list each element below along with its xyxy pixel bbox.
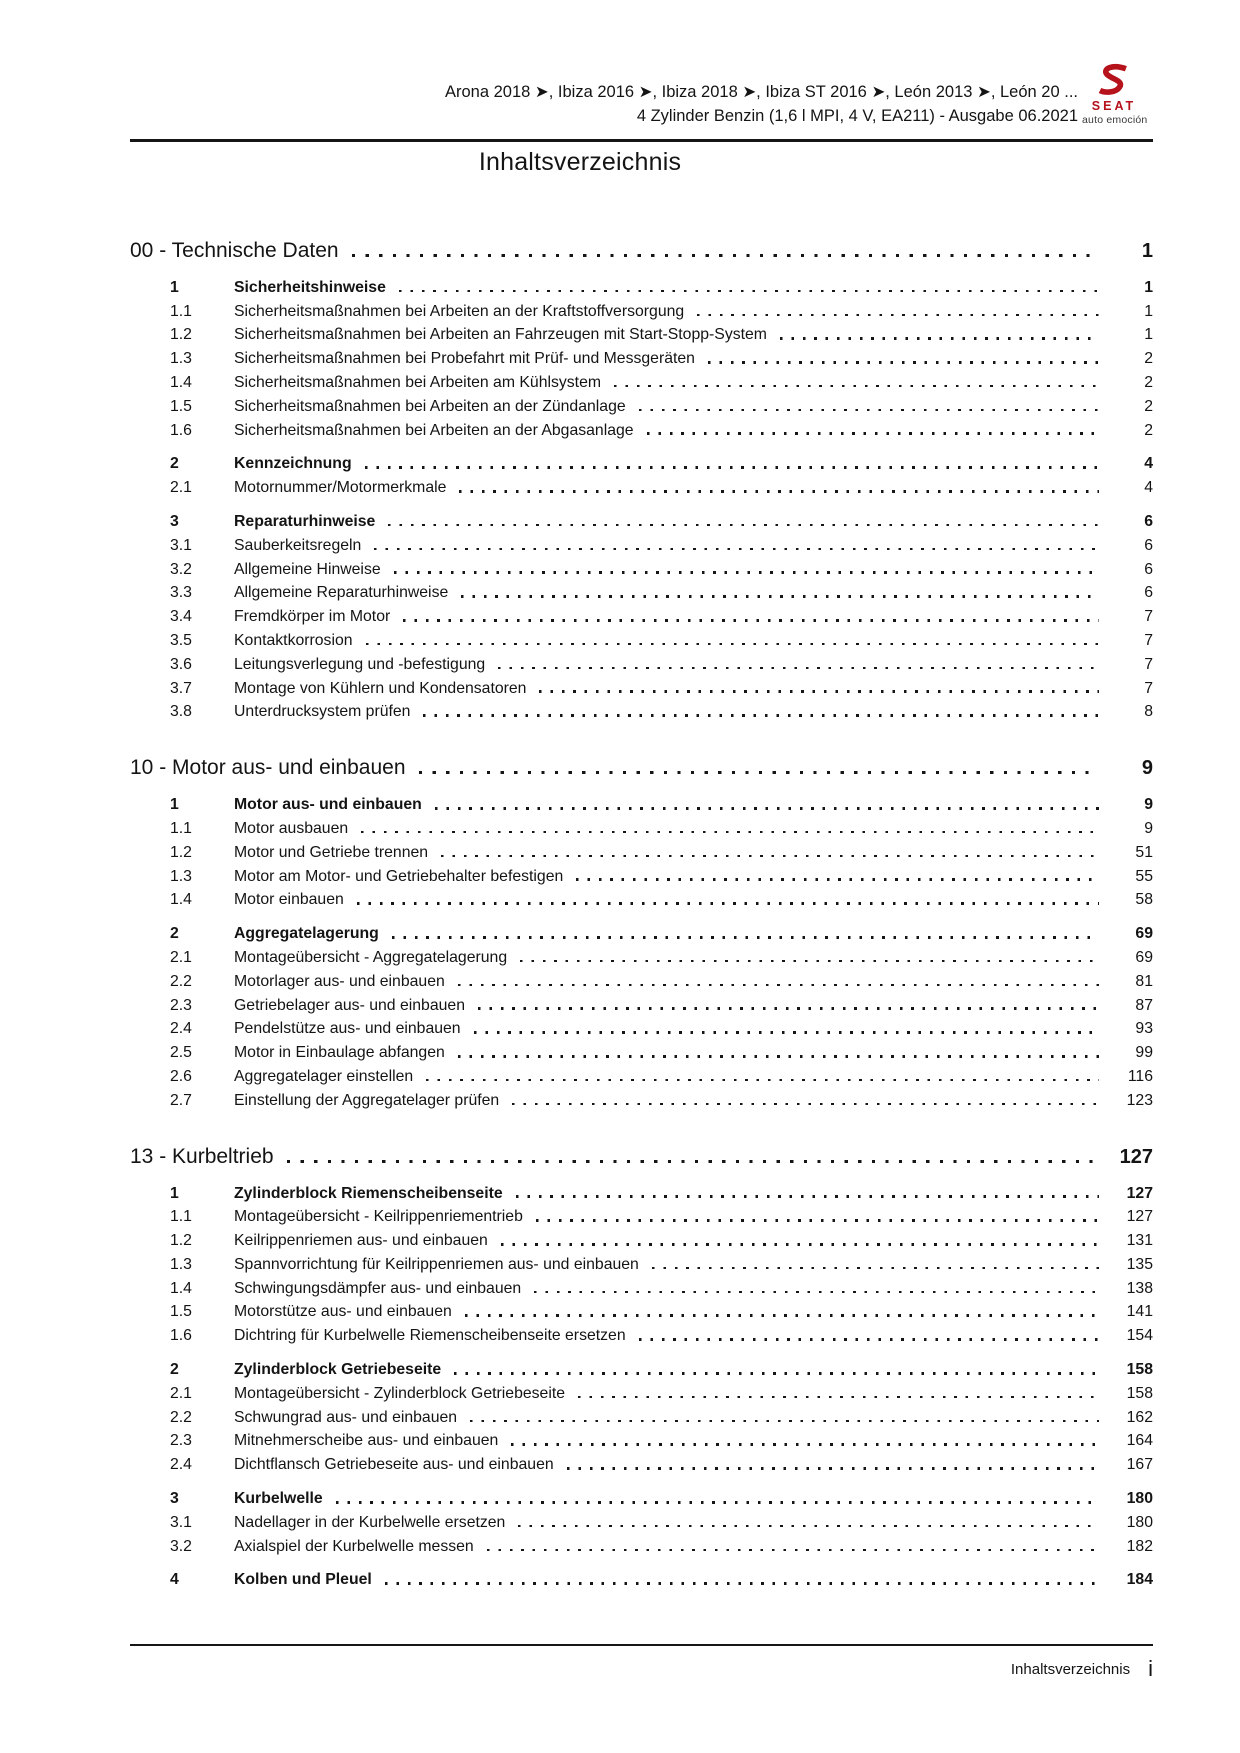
entry-title: Motorlager aus- und einbauen	[234, 972, 445, 990]
footer-page-number: i	[1148, 1656, 1153, 1681]
toc-entry-row	[130, 838, 1153, 862]
dot-leader	[478, 1007, 1099, 1010]
entry-number: 3.2	[170, 560, 192, 578]
entry-number: 2	[170, 1361, 179, 1379]
entry-number: 1	[170, 278, 179, 296]
entry-page-number: 2	[1144, 373, 1153, 391]
toc-entry-row	[130, 344, 1153, 368]
entry-title: Kontaktkorrosion	[234, 631, 353, 649]
toc-entry-row	[130, 416, 1153, 440]
toc-entry-row	[130, 1450, 1153, 1474]
toc-entry-row	[130, 650, 1153, 674]
entry-number: 1.1	[170, 1208, 192, 1226]
chapter-title: 13 - Kurbeltrieb	[130, 1144, 274, 1168]
toc-entry-row	[130, 1062, 1153, 1086]
entry-page-number: 1	[1144, 278, 1153, 296]
toc-entry-row	[130, 1508, 1153, 1532]
dot-leader	[567, 1467, 1099, 1470]
entry-title: Dichtring für Kurbelwelle Riemenscheibenseite ersetzen	[234, 1327, 626, 1345]
entry-title: Mitnehmerscheibe aus- und einbauen	[234, 1432, 499, 1450]
entry-title: Allgemeine Reparaturhinweise	[234, 584, 449, 602]
dot-leader	[512, 1103, 1099, 1106]
toc-entry-row	[130, 943, 1153, 967]
dot-leader	[465, 1314, 1099, 1317]
dot-leader	[357, 902, 1099, 905]
entry-page-number: 1	[1144, 326, 1153, 344]
dot-leader	[576, 878, 1099, 881]
entry-title: Schwungrad aus- und einbauen	[234, 1408, 458, 1426]
entry-page-number: 2	[1144, 421, 1153, 439]
dot-leader	[614, 385, 1099, 388]
entry-title: Motornummer/Motormerkmale	[234, 479, 447, 497]
dot-leader	[536, 1219, 1099, 1222]
entry-number: 1.2	[170, 326, 192, 344]
entry-number: 3	[170, 512, 179, 530]
entry-title: Getriebelager aus- und einbauen	[234, 996, 465, 1014]
entry-title: Kolben und Pleuel	[234, 1571, 372, 1589]
entry-title: Leitungsverlegung und -befestigung	[234, 655, 486, 673]
dot-leader	[458, 1055, 1099, 1058]
header-engine-info: 4 Zylinder Benzin (1,6 l MPI, 4 V, EA211) - Ausgabe 06.2021	[636, 107, 1078, 125]
entry-title: Unterdrucksystem prüfen	[234, 703, 411, 721]
seat-s-icon	[1082, 62, 1146, 98]
entry-title: Sicherheitsmaßnahmen bei Arbeiten an der Kraftstoffversorgung	[234, 302, 685, 320]
dot-leader	[403, 619, 1099, 622]
entry-number: 1.3	[170, 350, 192, 368]
entry-title: Zylinderblock Getriebeseite	[234, 1361, 442, 1379]
toc-entry-row	[130, 919, 1153, 943]
toc-entry-row	[130, 1427, 1153, 1451]
entry-page-number: 180	[1126, 1490, 1153, 1508]
header-vehicle-models: Arona 2018 ➤, Ibiza 2016 ➤, Ibiza 2018 ➤, Ibiza ST 2016 ➤, León 2013 ➤, León 20 ...	[445, 83, 1078, 101]
entry-title: Schwingungsdämpfer aus- und einbauen	[234, 1279, 522, 1297]
toc-entry-row	[130, 814, 1153, 838]
entry-title: Sicherheitsmaßnahmen bei Arbeiten an der Zündanlage	[234, 397, 626, 415]
entry-page-number: 69	[1135, 948, 1153, 966]
entry-title: Pendelstütze aus- und einbauen	[234, 1020, 461, 1038]
toc-entry-row	[130, 450, 1153, 474]
dot-leader	[435, 807, 1099, 810]
entry-title: Sicherheitsmaßnahmen bei Arbeiten am Kühlsystem	[234, 373, 602, 391]
toc-entry-row	[130, 273, 1153, 297]
toc-entry-row	[130, 1250, 1153, 1274]
entry-number: 2.6	[170, 1067, 192, 1085]
toc-entry-row	[130, 368, 1153, 392]
toc-chapter-row	[130, 230, 1153, 263]
toc-entry-row	[130, 1203, 1153, 1227]
dot-leader	[652, 1267, 1099, 1270]
footer-label: Inhaltsverzeichnis	[1010, 1661, 1131, 1678]
entry-number: 1.6	[170, 1327, 192, 1345]
dot-leader	[708, 361, 1099, 364]
entry-number: 1.2	[170, 1232, 192, 1250]
entry-number: 3.1	[170, 536, 192, 554]
toc-entry-row	[130, 579, 1153, 603]
entry-page-number: 58	[1135, 891, 1153, 909]
dot-leader	[520, 960, 1099, 963]
entry-page-number: 123	[1126, 1091, 1153, 1109]
entry-title: Keilrippenriemen aus- und einbauen	[234, 1232, 488, 1250]
entry-page-number: 7	[1144, 631, 1153, 649]
seat-tagline: auto emoción	[1082, 114, 1148, 126]
entry-number: 3.8	[170, 703, 192, 721]
dot-leader	[441, 855, 1099, 858]
dot-leader	[474, 1031, 1099, 1034]
entry-number: 1.6	[170, 421, 192, 439]
entry-number: 2.4	[170, 1020, 192, 1038]
entry-page-number: 164	[1126, 1432, 1153, 1450]
entry-number: 3.4	[170, 608, 192, 626]
entry-page-number: 9	[1144, 796, 1153, 814]
entry-page-number: 135	[1126, 1255, 1153, 1273]
entry-title: Sicherheitsmaßnahmen bei Arbeiten an der Abgasanlage	[234, 421, 634, 439]
entry-page-number: 138	[1126, 1279, 1153, 1297]
toc-entry-row	[130, 1179, 1153, 1203]
entry-page-number: 6	[1144, 560, 1153, 578]
dot-leader	[461, 595, 1099, 598]
dot-leader	[516, 1195, 1099, 1198]
entry-number: 3.1	[170, 1513, 192, 1531]
dot-leader	[374, 548, 1099, 551]
entry-number: 1.5	[170, 1303, 192, 1321]
entry-page-number: 87	[1135, 996, 1153, 1014]
entry-number: 1.2	[170, 843, 192, 861]
entry-number: 2.3	[170, 996, 192, 1014]
toc-entry-row	[130, 555, 1153, 579]
toc-entry-row	[130, 790, 1153, 814]
entry-number: 3.2	[170, 1537, 192, 1555]
toc-entry-row	[130, 967, 1153, 991]
entry-page-number: 6	[1144, 512, 1153, 530]
toc-entry-row	[130, 862, 1153, 886]
entry-number: 3.3	[170, 584, 192, 602]
toc-entry-row	[130, 1298, 1153, 1322]
entry-number: 1.4	[170, 891, 192, 909]
entry-page-number: 116	[1127, 1067, 1153, 1085]
dot-leader	[287, 1160, 1099, 1163]
entry-page-number: 51	[1135, 843, 1153, 861]
entry-number: 2.1	[170, 1384, 192, 1402]
dot-leader	[539, 690, 1099, 693]
dot-leader	[392, 936, 1099, 939]
entry-title: Kurbelwelle	[234, 1490, 323, 1508]
toc-entry-row	[130, 1355, 1153, 1379]
entry-title: Montageübersicht - Zylinderblock Getriebeseite	[234, 1384, 566, 1402]
dot-leader	[487, 1549, 1099, 1552]
toc-entry-row	[130, 531, 1153, 555]
toc-entry-row	[130, 392, 1153, 416]
entry-page-number: 6	[1144, 536, 1153, 554]
entry-page-number: 6	[1144, 584, 1153, 602]
dot-leader	[518, 1525, 1099, 1528]
entry-number: 1.5	[170, 397, 192, 415]
entry-number: 1.4	[170, 373, 192, 391]
entry-title: Dichtflansch Getriebeseite aus- und einbauen	[234, 1456, 554, 1474]
seat-brand-text: SEAT	[1091, 99, 1137, 113]
chapter-page-number: 1	[1141, 240, 1153, 262]
dot-leader	[419, 771, 1099, 774]
page-title: Inhaltsverzeichnis	[478, 148, 682, 176]
entry-page-number: 167	[1126, 1456, 1153, 1474]
chapter-title: 10 - Motor aus- und einbauen	[130, 756, 406, 780]
entry-page-number: 69	[1135, 925, 1153, 943]
entry-page-number: 81	[1135, 972, 1153, 990]
toc-entry-row	[130, 1274, 1153, 1298]
dot-leader	[388, 524, 1099, 527]
entry-number: 2.4	[170, 1456, 192, 1474]
entry-title: Axialspiel der Kurbelwelle messen	[234, 1537, 474, 1555]
entry-number: 2.2	[170, 972, 192, 990]
dot-leader	[361, 831, 1099, 834]
toc-chapter-row	[130, 747, 1153, 780]
page-footer	[130, 1656, 1153, 1682]
dot-leader	[365, 466, 1099, 469]
entry-number: 4	[170, 1571, 179, 1589]
entry-title: Sicherheitshinweise	[234, 278, 386, 296]
chapter-page-number: 127	[1119, 1145, 1153, 1168]
entry-page-number: 182	[1126, 1537, 1153, 1555]
page-header	[445, 80, 1078, 128]
chapter-title: 00 - Technische Daten	[130, 239, 339, 262]
dot-leader	[534, 1291, 1099, 1294]
toc-entry-row	[130, 886, 1153, 910]
dot-leader	[458, 984, 1099, 987]
dot-leader	[426, 1079, 1099, 1082]
entry-number: 2.5	[170, 1044, 192, 1062]
entry-page-number: 158	[1126, 1361, 1153, 1379]
toc-entry-row	[130, 1226, 1153, 1250]
entry-number: 2.3	[170, 1432, 192, 1450]
dot-leader	[470, 1420, 1099, 1423]
toc-entry-row	[130, 507, 1153, 531]
entry-title: Motor ausbauen	[234, 819, 349, 837]
dot-leader	[780, 337, 1099, 340]
dot-leader	[459, 490, 1099, 493]
toc-entry-row	[130, 991, 1153, 1015]
entry-title: Nadellager in der Kurbelwelle ersetzen	[234, 1513, 506, 1531]
entry-page-number: 99	[1135, 1044, 1153, 1062]
entry-number: 2.7	[170, 1091, 192, 1109]
entry-number: 1.1	[170, 819, 192, 837]
toc-entry-row	[130, 1484, 1153, 1508]
entry-page-number: 141	[1126, 1303, 1153, 1321]
entry-number: 2	[170, 925, 179, 943]
entry-page-number: 127	[1126, 1208, 1153, 1226]
footer-divider	[130, 1644, 1153, 1646]
entry-page-number: 158	[1126, 1384, 1153, 1402]
entry-number: 3	[170, 1490, 179, 1508]
toc-chapter-row	[130, 1136, 1153, 1169]
toc-entry-row	[130, 321, 1153, 345]
entry-page-number: 55	[1135, 867, 1153, 885]
entry-page-number: 184	[1126, 1571, 1153, 1589]
dot-leader	[352, 254, 1099, 257]
entry-page-number: 131	[1126, 1232, 1153, 1250]
entry-page-number: 1	[1144, 302, 1153, 320]
entry-number: 1.3	[170, 1255, 192, 1273]
dot-leader	[366, 643, 1099, 646]
entry-page-number: 154	[1126, 1327, 1153, 1345]
dot-leader	[385, 1582, 1099, 1585]
dot-leader	[394, 571, 1099, 574]
chapter-page-number: 9	[1141, 757, 1153, 780]
toc-entry-row	[130, 1532, 1153, 1556]
entry-title: Motor einbauen	[234, 891, 344, 909]
entry-title: Einstellung der Aggregatelager prüfen	[234, 1091, 500, 1109]
entry-title: Montageübersicht - Aggregatelagerung	[234, 948, 508, 966]
toc-entry-row	[130, 1086, 1153, 1110]
entry-number: 2.2	[170, 1408, 192, 1426]
entry-title: Motor am Motor- und Getriebehalter befestigen	[234, 867, 564, 885]
toc-entry-row	[130, 626, 1153, 650]
entry-title: Sauberkeitsregeln	[234, 536, 362, 554]
dot-leader	[511, 1443, 1099, 1446]
dot-leader	[454, 1372, 1099, 1375]
entry-title: Zylinderblock Riemenscheibenseite	[234, 1184, 503, 1202]
entry-title: Montageübersicht - Keilrippenriementrieb	[234, 1208, 523, 1226]
dot-leader	[498, 667, 1099, 670]
dot-leader	[639, 409, 1099, 412]
toc	[130, 204, 1153, 1589]
toc-entry-row	[130, 674, 1153, 698]
toc-entry-row	[130, 1379, 1153, 1403]
toc-entry-row	[130, 1403, 1153, 1427]
toc-entry-row	[130, 473, 1153, 497]
entry-number: 2	[170, 455, 179, 473]
entry-title: Allgemeine Hinweise	[234, 560, 381, 578]
entry-title: Fremdkörper im Motor	[234, 608, 391, 626]
toc-entry-row	[130, 297, 1153, 321]
entry-title: Sicherheitsmaßnahmen bei Arbeiten an Fahrzeugen mit Start-Stopp-System	[234, 326, 767, 344]
entry-page-number: 7	[1144, 679, 1153, 697]
entry-title: Motorstütze aus- und einbauen	[234, 1303, 452, 1321]
toc-entry-row	[130, 1321, 1153, 1345]
entry-number: 1.3	[170, 867, 192, 885]
dot-leader	[336, 1501, 1099, 1504]
entry-page-number: 7	[1144, 608, 1153, 626]
entry-number: 1	[170, 1184, 179, 1202]
entry-title: Montage von Kühlern und Kondensatoren	[234, 679, 527, 697]
dot-leader	[647, 432, 1099, 435]
entry-number: 2.1	[170, 948, 192, 966]
dot-leader	[423, 714, 1099, 717]
entry-title: Motor in Einbaulage abfangen	[234, 1044, 445, 1062]
toc-entry-row	[130, 1566, 1153, 1590]
dot-leader	[399, 290, 1099, 293]
entry-page-number: 7	[1144, 655, 1153, 673]
entry-title: Aggregatelager einstellen	[234, 1067, 414, 1085]
header-divider	[130, 139, 1153, 142]
entry-page-number: 4	[1144, 479, 1153, 497]
entry-number: 2.1	[170, 479, 192, 497]
entry-number: 1.4	[170, 1279, 192, 1297]
entry-page-number: 180	[1126, 1513, 1153, 1531]
dot-leader	[697, 314, 1099, 317]
dot-leader	[578, 1396, 1099, 1399]
entry-title: Motor aus- und einbauen	[234, 796, 422, 814]
entry-number: 1	[170, 796, 179, 814]
entry-title: Spannvorrichtung für Keilrippenriemen aus- und einbauen	[234, 1255, 639, 1273]
toc-entry-row	[130, 698, 1153, 722]
entry-page-number: 2	[1144, 350, 1153, 368]
entry-title: Kennzeichnung	[234, 455, 352, 473]
entry-page-number: 2	[1144, 397, 1153, 415]
dot-leader	[639, 1338, 1099, 1341]
entry-number: 3.6	[170, 655, 192, 673]
entry-title: Sicherheitsmaßnahmen bei Probefahrt mit Prüf- und Messgeräten	[234, 350, 695, 368]
toc-entry-row	[130, 602, 1153, 626]
entry-page-number: 9	[1144, 819, 1153, 837]
entry-number: 3.7	[170, 679, 192, 697]
toc-entry-row	[130, 1015, 1153, 1039]
entry-page-number: 162	[1126, 1408, 1153, 1426]
toc-entry-row	[130, 1038, 1153, 1062]
entry-title: Aggregatelagerung	[234, 925, 379, 943]
entry-page-number: 4	[1144, 455, 1153, 473]
entry-page-number: 8	[1144, 703, 1153, 721]
entry-page-number: 127	[1126, 1184, 1153, 1202]
entry-number: 1.1	[170, 302, 192, 320]
entry-title: Motor und Getriebe trennen	[234, 843, 429, 861]
dot-leader	[501, 1243, 1099, 1246]
entry-page-number: 93	[1135, 1020, 1153, 1038]
entry-title: Reparaturhinweise	[234, 512, 376, 530]
entry-number: 3.5	[170, 631, 192, 649]
seat-logo	[1082, 62, 1146, 126]
